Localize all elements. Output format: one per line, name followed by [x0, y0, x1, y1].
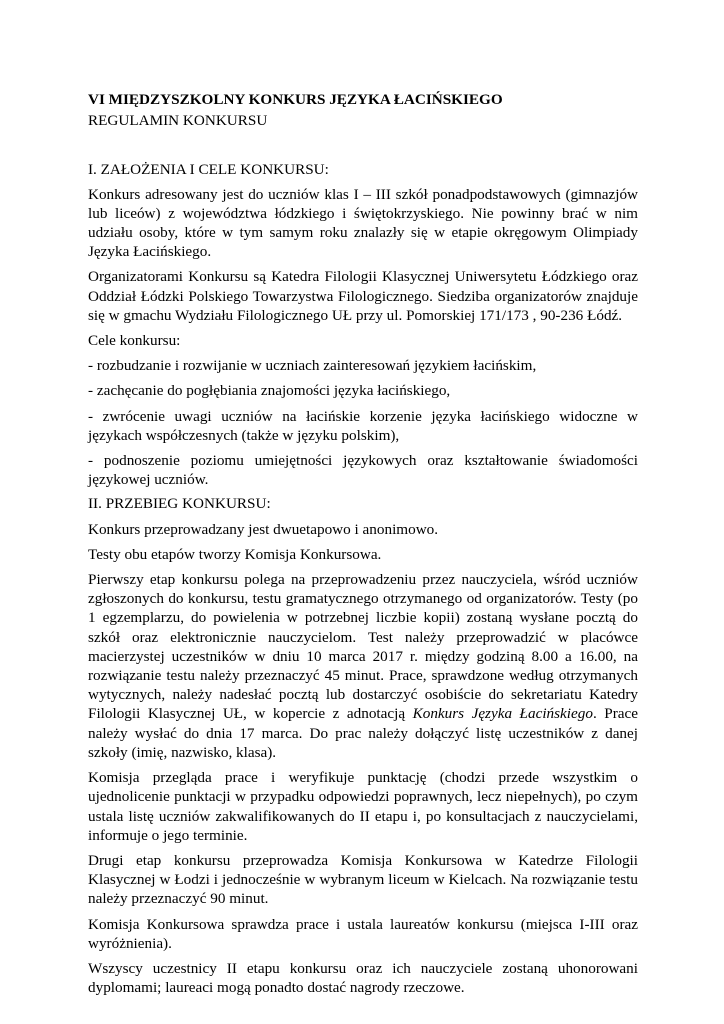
section-heading-2: II. PRZEBIEG KONKURSU:: [88, 495, 271, 513]
goal-item: - zachęcanie do pogłębiania znajomości języka łacińskiego,: [88, 382, 451, 400]
spacer: [88, 130, 638, 160]
italic-contest-name: Konkurs Języka Łacińskiego: [412, 705, 593, 723]
paragraph: Wszyscy uczestnicy II etapu konkursu oraz ich nauczyciele zostaną uhonorowani dyplomami; laureaci mogą ponadto dostać nagrody rzeczowe.: [88, 959, 638, 997]
paragraph: Konkurs przeprowadzany jest dwuetapowo i anonimowo.: [88, 520, 439, 538]
goal-item: - zwrócenie uwagi uczniów na łacińskie korzenie języka łacińskiego widoczne w językach współczesnych (także w języku polskim),: [88, 407, 638, 444]
paragraph: Konkurs adresowany jest do uczniów klas I – III szkół ponadpodstawowych (gimnazjów lub liceów) z województwa łódzkiego i świętokrzyskiego. Nie powinny brać w nim udziału osoby, które w tym samym roku znalazły się w etapie okręgowym Olimpiady Języka Łacińskiego.: [88, 185, 638, 261]
paragraph: Komisja Konkursowa sprawdza prace i ustala laureatów konkursu (miejsca I-III oraz wyróżnienia).: [88, 915, 638, 952]
document-title: VI MIĘDZYSZKOLNY KONKURS JĘZYKA ŁACIŃSKIEGO: [88, 91, 503, 108]
document-subtitle: REGULAMIN KONKURSU: [88, 112, 268, 130]
goals-label: Cele konkursu:: [88, 332, 181, 350]
paragraph: Organizatorami Konkursu są Katedra Filologii Klasycznej Uniwersytetu Łódzkiego oraz Oddział Łódzki Polskiego Towarzystwa Filologicznego. Siedziba organizatorów znajduje się w gmachu Wydziału Filologicznego UŁ przy ul. Pomorskiej 171/173 , 90-236 Łódź.: [88, 268, 638, 324]
paragraph: Drugi etap konkursu przeprowadza Komisja Konkursowa w Katedrze Filologii Klasycznej w Łodzi i jednocześnie w wybranym liceum w Kielcach. Na rozwiązanie testu należy przeznaczyć 90 minut.: [88, 851, 638, 908]
section-heading-1: I. ZAŁOŻENIA I CELE KONKURSU:: [88, 161, 329, 179]
paragraph: Komisja przegląda prace i weryfikuje punktację (chodzi przede wszystkim o ujednolicenie punktacji w przypadku odpowiedzi poprawnych, lecz niepełnych), po czym ustala listę uczniów zakwalifikowanych do II etapu i, po konsultacjach z nauczycielami, informuje o jego terminie.: [88, 769, 638, 844]
goal-item: - podnoszenie poziomu umiejętności językowych oraz kształtowanie świadomości językowej uczniów.: [88, 452, 638, 489]
paragraph: [88, 570, 638, 762]
paragraph-text: . Prace należy wysłać do dnia 17 marca. Do prac należy dołączyć listę uczestników z danej szkoły (imię, nazwisko, klasa).: [88, 705, 638, 761]
document-page: [88, 90, 638, 997]
goal-item: - rozbudzanie i rozwijanie w uczniach zainteresowań językiem łacińskim,: [88, 357, 537, 375]
paragraph-text: Pierwszy etap konkursu polega na przeprowadzeniu przez nauczyciela, wśród uczniów zgłoszonych do konkursu, testu gramatycznego otrzymanego od organizatorów. Testy (po 1 egzemplarzu, do powielenia w potrzebnej liczbie kopii) zostaną wysłane pocztą do szkół oraz elektronicznie nauczycielom. Test należy przeprowadzić w placówce macierzystej uczestników w dniu 10 marca 2017 r. między godziną 8.00 a 16.00, na rozwiązanie testu należy przeznaczyć 45 minut. Prace, sprawdzone według otrzymanych wytycznych, należy nadesłać pocztą lub dostarczyć osobiście do sekretariatu Katedry Filologii Klasycznej UŁ, w kopercie z adnotacją: [88, 571, 638, 723]
paragraph: Testy obu etapów tworzy Komisja Konkursowa.: [88, 545, 382, 563]
